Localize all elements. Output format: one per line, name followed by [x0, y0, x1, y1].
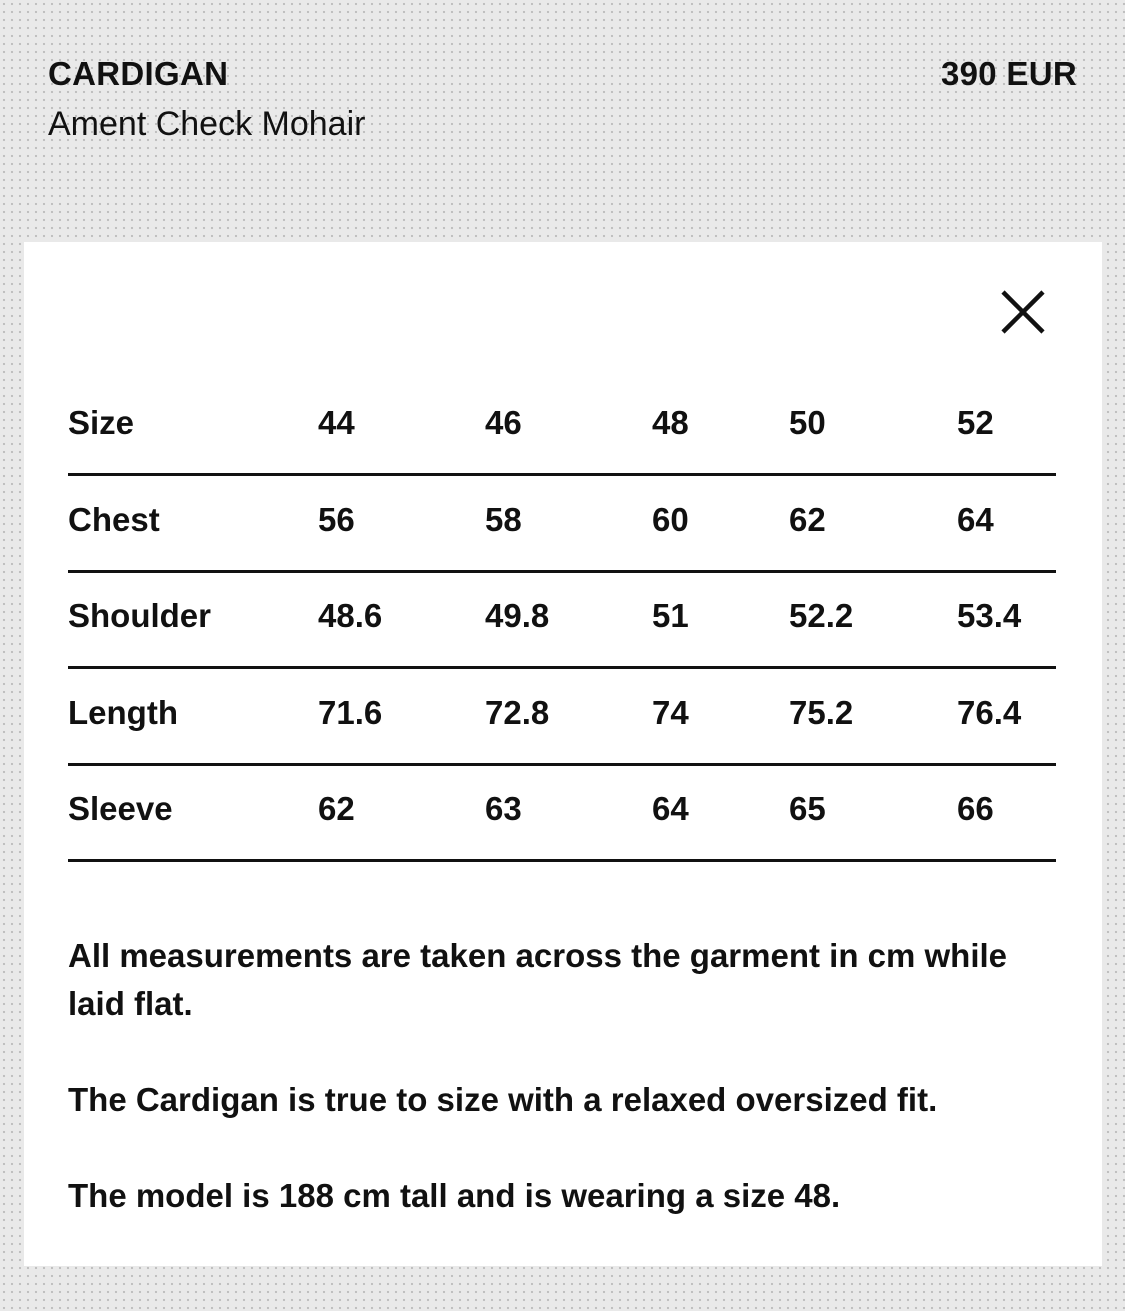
product-price: 390 EUR: [940, 55, 1077, 92]
table-cell: 60: [652, 475, 789, 572]
table-cell: 49.8: [485, 571, 652, 668]
table-cell: 52.2: [789, 571, 957, 668]
table-cell: 58: [485, 475, 652, 572]
table-row-length: [68, 668, 1056, 765]
table-cell: 51: [652, 571, 789, 668]
size-cell: 50: [789, 378, 957, 475]
table-row-shoulder: [68, 571, 1056, 668]
size-table: [68, 378, 1056, 862]
table-cell: 64: [957, 475, 1056, 572]
measurement-note: All measurements are taken across the garment in cm while laid flat.: [68, 937, 1008, 1022]
close-button[interactable]: [997, 286, 1049, 338]
table-row-chest: [68, 475, 1056, 572]
table-cell: 48.6: [318, 571, 485, 668]
table-cell: 63: [485, 764, 652, 861]
table-row-size: [68, 378, 1056, 475]
table-cell: 75.2: [789, 668, 957, 765]
size-cell: 48: [652, 378, 789, 475]
row-label: Length: [68, 668, 318, 765]
table-cell: 64: [652, 764, 789, 861]
product-name: Ament Check Mohair: [48, 105, 366, 143]
product-header: [48, 54, 365, 144]
table-row-sleeve: [68, 764, 1056, 861]
table-cell: 62: [789, 475, 957, 572]
size-notes: [68, 932, 1058, 1220]
row-label: Sleeve: [68, 764, 318, 861]
model-note: The model is 188 cm tall and is wearing a size 48.: [68, 1177, 841, 1214]
table-cell: 74: [652, 668, 789, 765]
size-cell: 52: [957, 378, 1056, 475]
close-x-icon: [997, 286, 1049, 338]
product-category: CARDIGAN: [48, 55, 229, 92]
size-cell: 46: [485, 378, 652, 475]
size-cell: 44: [318, 378, 485, 475]
size-guide-modal: [24, 242, 1102, 1266]
table-cell: 71.6: [318, 668, 485, 765]
table-cell: 56: [318, 475, 485, 572]
table-cell: 65: [789, 764, 957, 861]
table-cell: 72.8: [485, 668, 652, 765]
row-label: Chest: [68, 475, 318, 572]
table-cell: 66: [957, 764, 1056, 861]
row-label: Shoulder: [68, 571, 318, 668]
fit-note: The Cardigan is true to size with a relaxed oversized fit.: [68, 1081, 938, 1118]
row-label: Size: [68, 378, 318, 475]
table-cell: 53.4: [957, 571, 1056, 668]
table-cell: 62: [318, 764, 485, 861]
table-cell: 76.4: [957, 668, 1056, 765]
